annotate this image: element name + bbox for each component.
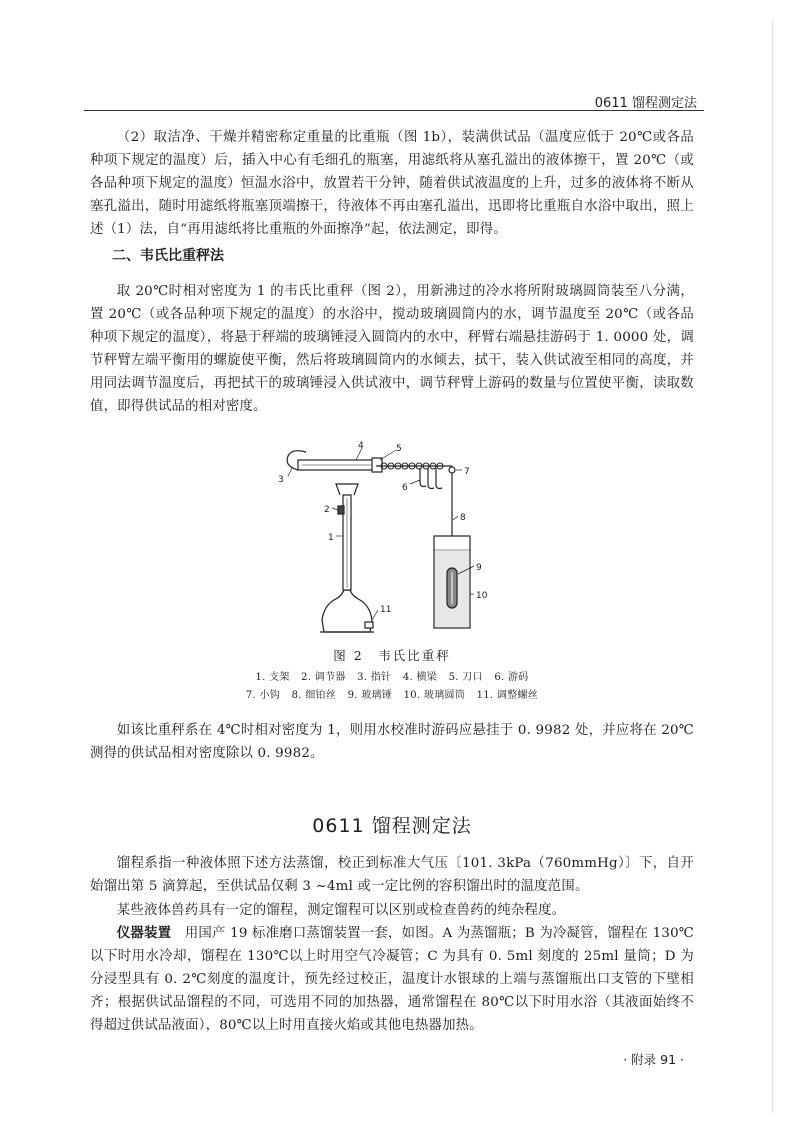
paragraph-purpose: 某些液体兽药具有一定的馏程，测定馏程可以区别或检查兽药的纯杂程度。 — [116, 903, 566, 918]
page-number: · 附录 91 · — [623, 1052, 684, 1067]
legend-item: 8. 细铂丝 — [291, 690, 337, 701]
legend-item: 9. 玻璃锤 — [347, 690, 393, 701]
callout-2: 2 — [324, 505, 330, 515]
apparatus-text: 用国产 19 标准磨口蒸馏装置一套，如图。A 为蒸馏瓶；B 为冷凝管，馏程在 130℃以下时用水冷却，馏程在 130℃以上时用空气冷凝管；C 为具有 0. 5ml 刻度的 25ml 量筒；D 为分浸型具有 0. 2℃刻度的温度计，预先经过校正，温度计水银球的上端与蒸馏瓶出口支管的下壁相齐；根据供试品馏程的不同，可选用不同的加热器，通常馏程在 80℃以下时用水浴（其液面始终不得超过供试品液面），80℃以上时用直接火焰或其他电热器加热。 — [90, 926, 694, 1033]
legend-item: 4. 横梁 — [402, 672, 438, 683]
legend-item: 11. 调整螺丝 — [476, 690, 539, 701]
figure-legend-row-1 — [0, 668, 784, 683]
paragraph-westphal-method: 取 20℃时相对密度为 1 的韦氏比重秤（图 2），用新沸过的冷水将所附玻璃圆筒装至八分满，置 20℃（或各品种项下规定的温度）的水浴中，搅动玻璃圆筒内的水，调节温度至 20℃（或各品种项下规定的温度），将悬于秤端的玻璃锤浸入圆筒内的水中，秤臂右端悬挂游码于 1. 0000 处，调节秤臂左端平衡用的螺旋使平衡，然后将玻璃圆筒内的水倾去，拭干，装入供试液至相同的高度，并用同法调节温度后，再把拭干的玻璃锤浸入供试液中，调节秤臂上游码的数量与位置使平衡，读取数值，即得供试品的相对密度。 — [90, 284, 694, 414]
callout-9: 9 — [476, 563, 482, 573]
figure-legend-row-2 — [0, 686, 784, 701]
callout-3: 3 — [278, 475, 284, 485]
legend-item: 5. 刀口 — [448, 672, 483, 683]
legend-item: 7. 小钩 — [245, 690, 281, 701]
callout-6: 6 — [402, 483, 408, 493]
callout-10: 10 — [476, 591, 488, 601]
callout-11: 11 — [380, 605, 392, 615]
callout-8: 8 — [460, 513, 466, 523]
paragraph-apparatus — [90, 922, 694, 1037]
paragraph-definition: 馏程系指一种液体照下述方法蒸馏，校正到标准大气压〔101. 3kPa（760mmHg）〕下，自开始馏出第 5 滴算起，至供试品仅剩 3 ~4ml 或一定比例的容积馏出时的温度范围。 — [90, 856, 694, 894]
legend-item: 10. 玻璃圆筒 — [403, 690, 466, 701]
margin-line — [772, 20, 773, 1113]
legend-item: 2. 调节器 — [301, 672, 346, 683]
apparatus-label: 仪器装置 — [116, 926, 172, 941]
callout-1: 1 — [328, 533, 334, 543]
legend-item: 3. 指针 — [357, 672, 392, 683]
header-rule — [84, 110, 704, 111]
paragraph-calibration-note: 如该比重秤系在 4℃时相对密度为 1，则用水校准时游码应悬挂于 0. 9982 处，并应将在 20℃测得的供试品相对密度除以 0. 9982。 — [90, 723, 694, 761]
paragraph-method-2: （2）取洁净、干燥并精密称定重量的比重瓶（图 1b），装满供试品（温度应低于 20℃或各品种项下规定的温度）后，插入中心有毛细孔的瓶塞，用滤纸将从塞孔溢出的液体擦干，置 20℃（或各品种项下规定的温度）恒温水浴中，放置若干分钟，随着供试液温度的上升，过多的液体将不断从塞孔溢出，随时用滤纸将瓶塞顶端擦干，待液体不再由塞孔溢出，迅即将比重瓶自水浴中取出，照上述（1）法，自“再用滤纸将比重瓶的外面擦净”起，依法测定，即得。 — [90, 130, 694, 237]
westphal-balance-figure — [270, 440, 510, 640]
callout-4: 4 — [358, 441, 364, 451]
running-header: 0611 馏程测定法 — [594, 96, 697, 111]
legend-item: 1. 支架 — [255, 672, 290, 683]
callout-5: 5 — [396, 444, 402, 454]
legend-item: 6. 游码 — [494, 672, 529, 683]
section-title-distillation-range: 0611 馏程测定法 — [312, 815, 472, 837]
section-heading-westphal: 二、韦氏比重秤法 — [112, 248, 224, 264]
callout-7: 7 — [464, 467, 470, 477]
figure-caption: 图 2 韦氏比重秤 — [333, 648, 451, 663]
